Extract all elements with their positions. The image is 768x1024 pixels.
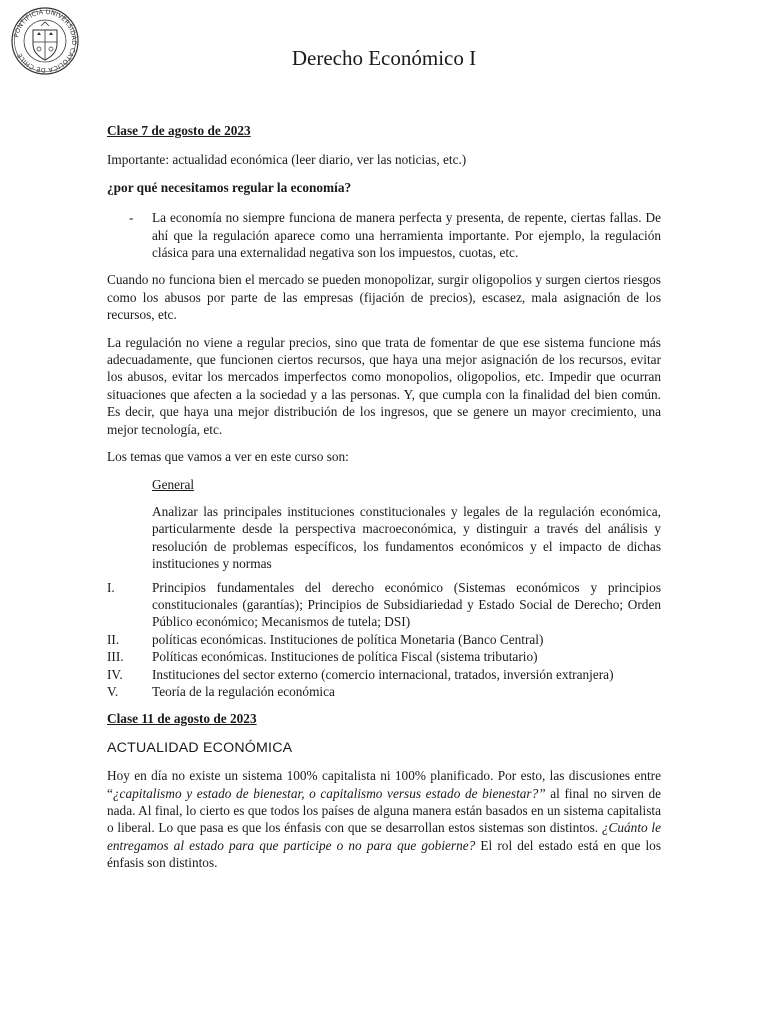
topic-text: Instituciones del sector externo (comercio internacional, tratados, inversión extranjera)	[152, 666, 614, 682]
topic-item	[107, 579, 661, 631]
paragraph-capitalism	[107, 767, 661, 871]
topics-intro: Los temas que vamos a ver en este curso son:	[107, 449, 349, 465]
bullet-item	[107, 209, 661, 261]
topic-number: II.	[107, 631, 120, 647]
document-body	[107, 122, 661, 872]
topic-item	[107, 631, 661, 648]
topic-number: V.	[107, 683, 119, 699]
class-heading-aug-7: Clase 7 de agosto de 2023	[107, 123, 251, 138]
svg-text:PONTIFICIA UNIVERSIDAD CATÓLIC: PONTIFICIA UNIVERSIDAD CATÓLICA DE CHILE	[13, 8, 78, 74]
topic-number: IV.	[107, 666, 123, 682]
topic-number: III.	[107, 649, 124, 665]
state-question: ¿Cuánto le entregamos al estado para que participe o no para que gobierne?	[107, 820, 661, 853]
paragraph-regulation: La regulación no viene a regular precios, sino que trata de fomentar de que ese sistema funcione más adecuadamente, que funcionen ciertos recursos, que haya una mejor asignación de los recursos, evitar los abusos, evitar los mercados imperfectos como monopolios, oligopolios, etc. Impedir que ocurran situaciones que afecten a la sociedad y a las personas. Y, que cumpla con la finalidad del bien común. Es decir, que haya una mejor distribución de los ingresos, que se genere un mayor crecimiento, una mejor tecnología, etc.	[107, 334, 661, 437]
topic-text: políticas económicas. Instituciones de política Monetaria (Banco Central)	[152, 631, 544, 647]
topic-item	[107, 666, 661, 683]
general-label: General	[152, 476, 195, 492]
topic-item	[107, 648, 661, 665]
topic-item	[107, 683, 661, 700]
general-objective: Analizar las principales instituciones constitucionales y legales de la regulación económica, particularmente desde la perspectiva macroeconómica, y distinguir a través del análisis y resolución de problemas específicos, los fundamentos económicos y el impacto de dichas instituciones y normas	[152, 503, 661, 572]
document-title: Derecho Económico I	[291, 46, 477, 70]
topic-number: I.	[107, 579, 115, 595]
question-heading: ¿por qué necesitamos regular la economía?	[107, 179, 352, 195]
topics-list	[107, 579, 661, 701]
capitalism-quote: ¿capitalismo y estado de bienestar, o capitalismo versus estado de bienestar?”	[112, 785, 546, 801]
important-note: Importante: actualidad económica (leer diario, ver las noticias, etc.)	[107, 152, 467, 168]
capitalism-text-3: El rol del estado está en que los énfasis son distintos.	[107, 837, 662, 871]
capitalism-text-1: Hoy en día no existe un sistema 100% capitalista ni 100% planificado. Por esto, las discusiones entre “	[107, 768, 661, 801]
topic-text: Políticas económicas. Instituciones de política Fiscal (sistema tributario)	[152, 649, 538, 665]
paragraph-market: Cuando no funciona bien el mercado se pueden monopolizar, surgir oligopolios y surgen ciertos riesgos como los abusos por parte de las empresas (fijación de precios), escasez, mala asignación de los recursos, etc.	[107, 272, 661, 323]
class-heading-aug-11: Clase 11 de agosto de 2023	[107, 711, 257, 727]
section-heading-actualidad: ACTUALIDAD ECONÓMICA	[107, 739, 293, 756]
capitalism-text-2: al final no sirven de nada. Al final, lo cierto es que todos los países de alguna manera están basados en un sistema capitalista o liberal. Lo que pasa es que los énfasis con que se desarrollan estos sistemas son distintos.	[107, 785, 661, 836]
topic-text: Teoría de la regulación económica	[152, 683, 335, 699]
topic-text: Principios fundamentales del derecho económico (Sistemas económicos y principios constitucionales (garantías); Principios de Subsidiariedad y Estado Social de Derecho; Orden Público económico; Mecanismos de tutela; DSI)	[152, 579, 661, 630]
dash-marker: -	[129, 210, 134, 226]
bullet-text: La economía no siempre funciona de manera perfecta y presenta, de repente, ciertas fallas. De ahí que la regulación aparece como una herramienta importante. Por ejemplo, la regulación clásica para una externalidad negativa son los impuestos, cuotas, etc.	[152, 210, 661, 261]
